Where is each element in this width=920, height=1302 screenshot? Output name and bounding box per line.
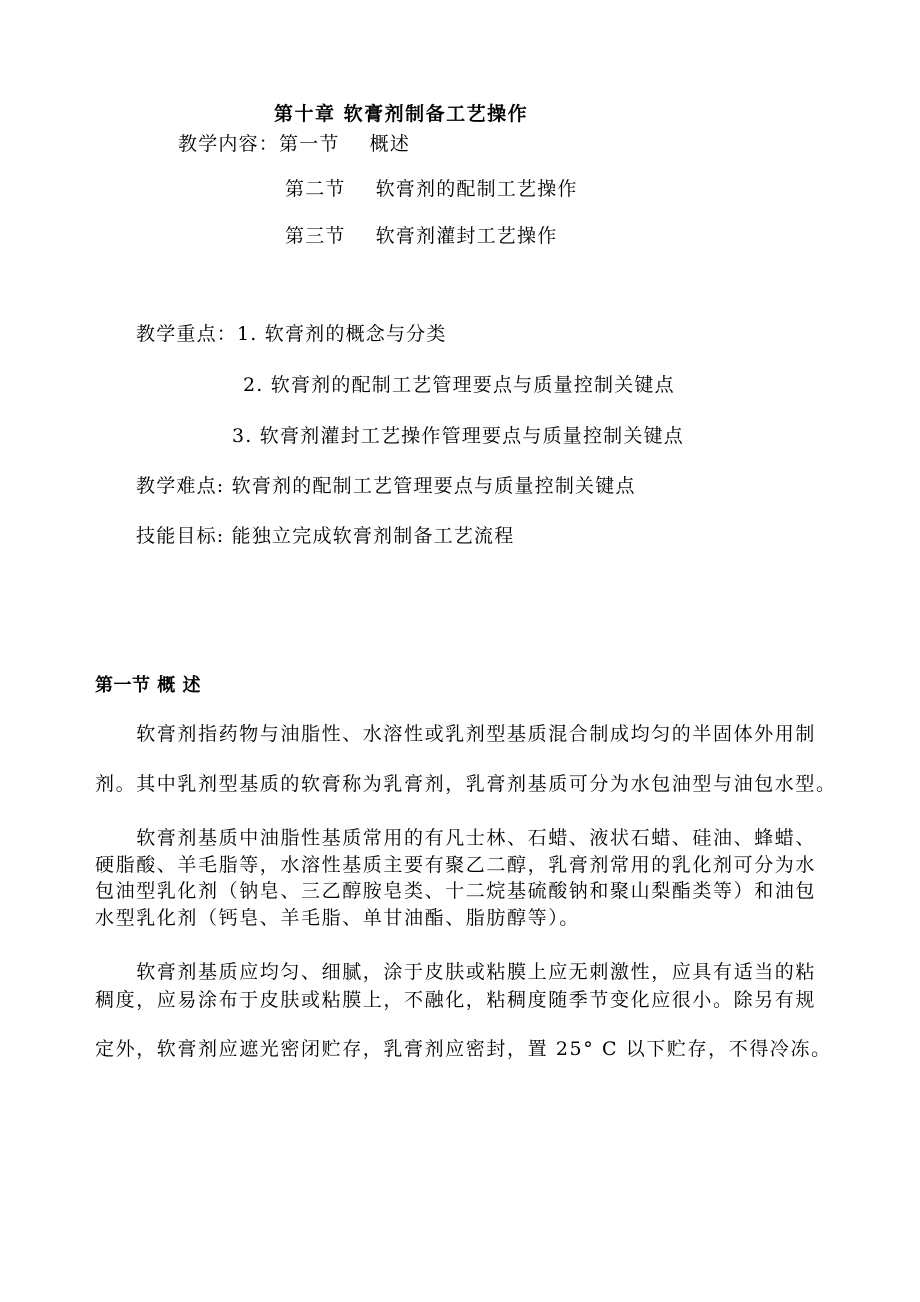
section-title: 软膏剂灌封工艺操作	[375, 225, 558, 247]
key-point-item: 1. 软膏剂的概念与分类	[237, 323, 447, 345]
paragraph-2	[95, 827, 885, 929]
teaching-content-row-1	[178, 133, 410, 155]
paragraph-line: 硬脂酸、羊毛脂等，水溶性基质主要有聚乙二醇，乳膏剂常用的乳化剂可分为水	[95, 853, 817, 876]
paragraph-line: 定外，软膏剂应遮光密闭贮存，乳膏剂应密封，置 25° C 以下贮存，不得冷冻。	[95, 1038, 832, 1060]
paragraph-line: 稠度，应易涂布于皮肤或粘膜上，不融化，粘稠度随季节变化应很小。除另有规	[95, 989, 817, 1011]
paragraph-line: 剂。其中乳剂型基质的软膏称为乳膏剂，乳膏剂基质可分为水包油型与油包水型。	[95, 773, 837, 795]
key-points-row-2	[243, 374, 675, 396]
skill-goal-row	[136, 525, 514, 547]
difficulty-text: 软膏剂的配制工艺管理要点与质量控制关键点	[231, 475, 636, 497]
paragraph-line: 软膏剂指药物与油脂性、水溶性或乳剂型基质混合制成均匀的半固体外用制	[95, 723, 817, 745]
section-number: 第一节	[279, 133, 340, 155]
paragraph-line: 水型乳化剂（钙皂、羊毛脂、单甘油酯、脂肪醇等）。	[95, 906, 580, 929]
key-point-item: 2. 软膏剂的配制工艺管理要点与质量控制关键点	[243, 374, 675, 396]
paragraph-line: 软膏剂基质应均匀、细腻，涂于皮肤或粘膜上应无刺激性，应具有适当的粘	[95, 961, 817, 983]
teaching-content-row-2	[285, 178, 578, 200]
key-point-item: 3. 软膏剂灌封工艺操作管理要点与质量控制关键点	[232, 425, 684, 447]
section-title: 概述	[369, 133, 411, 155]
key-points-row-1	[136, 323, 447, 345]
section-title: 软膏剂的配制工艺操作	[375, 178, 578, 200]
section-heading: 第一节 概 述	[95, 675, 202, 696]
section-number: 第三节	[285, 225, 346, 247]
difficulty-label: 教学难点:	[136, 475, 225, 497]
paragraph-3	[95, 961, 885, 1060]
chapter-title: 第十章 软膏剂制备工艺操作	[274, 103, 529, 125]
skill-goal-text: 能独立完成软膏剂制备工艺流程	[231, 525, 515, 547]
key-points-row-3	[232, 425, 684, 447]
teaching-content-label: 教学内容：	[178, 133, 280, 155]
difficulty-row	[136, 475, 636, 497]
skill-goal-label: 技能目标:	[136, 525, 225, 547]
section-number: 第二节	[285, 178, 346, 200]
paragraph-1	[95, 723, 885, 795]
paragraph-line: 包油型乳化剂（钠皂、三乙醇胺皂类、十二烷基硫酸钠和聚山梨酯类等）和油包	[95, 880, 817, 902]
key-points-label: 教学重点：	[136, 323, 238, 345]
teaching-content-row-3	[285, 225, 557, 247]
paragraph-line: 软膏剂基质中油脂性基质常用的有凡士林、石蜡、液状石蜡、硅油、蜂蜡、	[95, 827, 817, 849]
